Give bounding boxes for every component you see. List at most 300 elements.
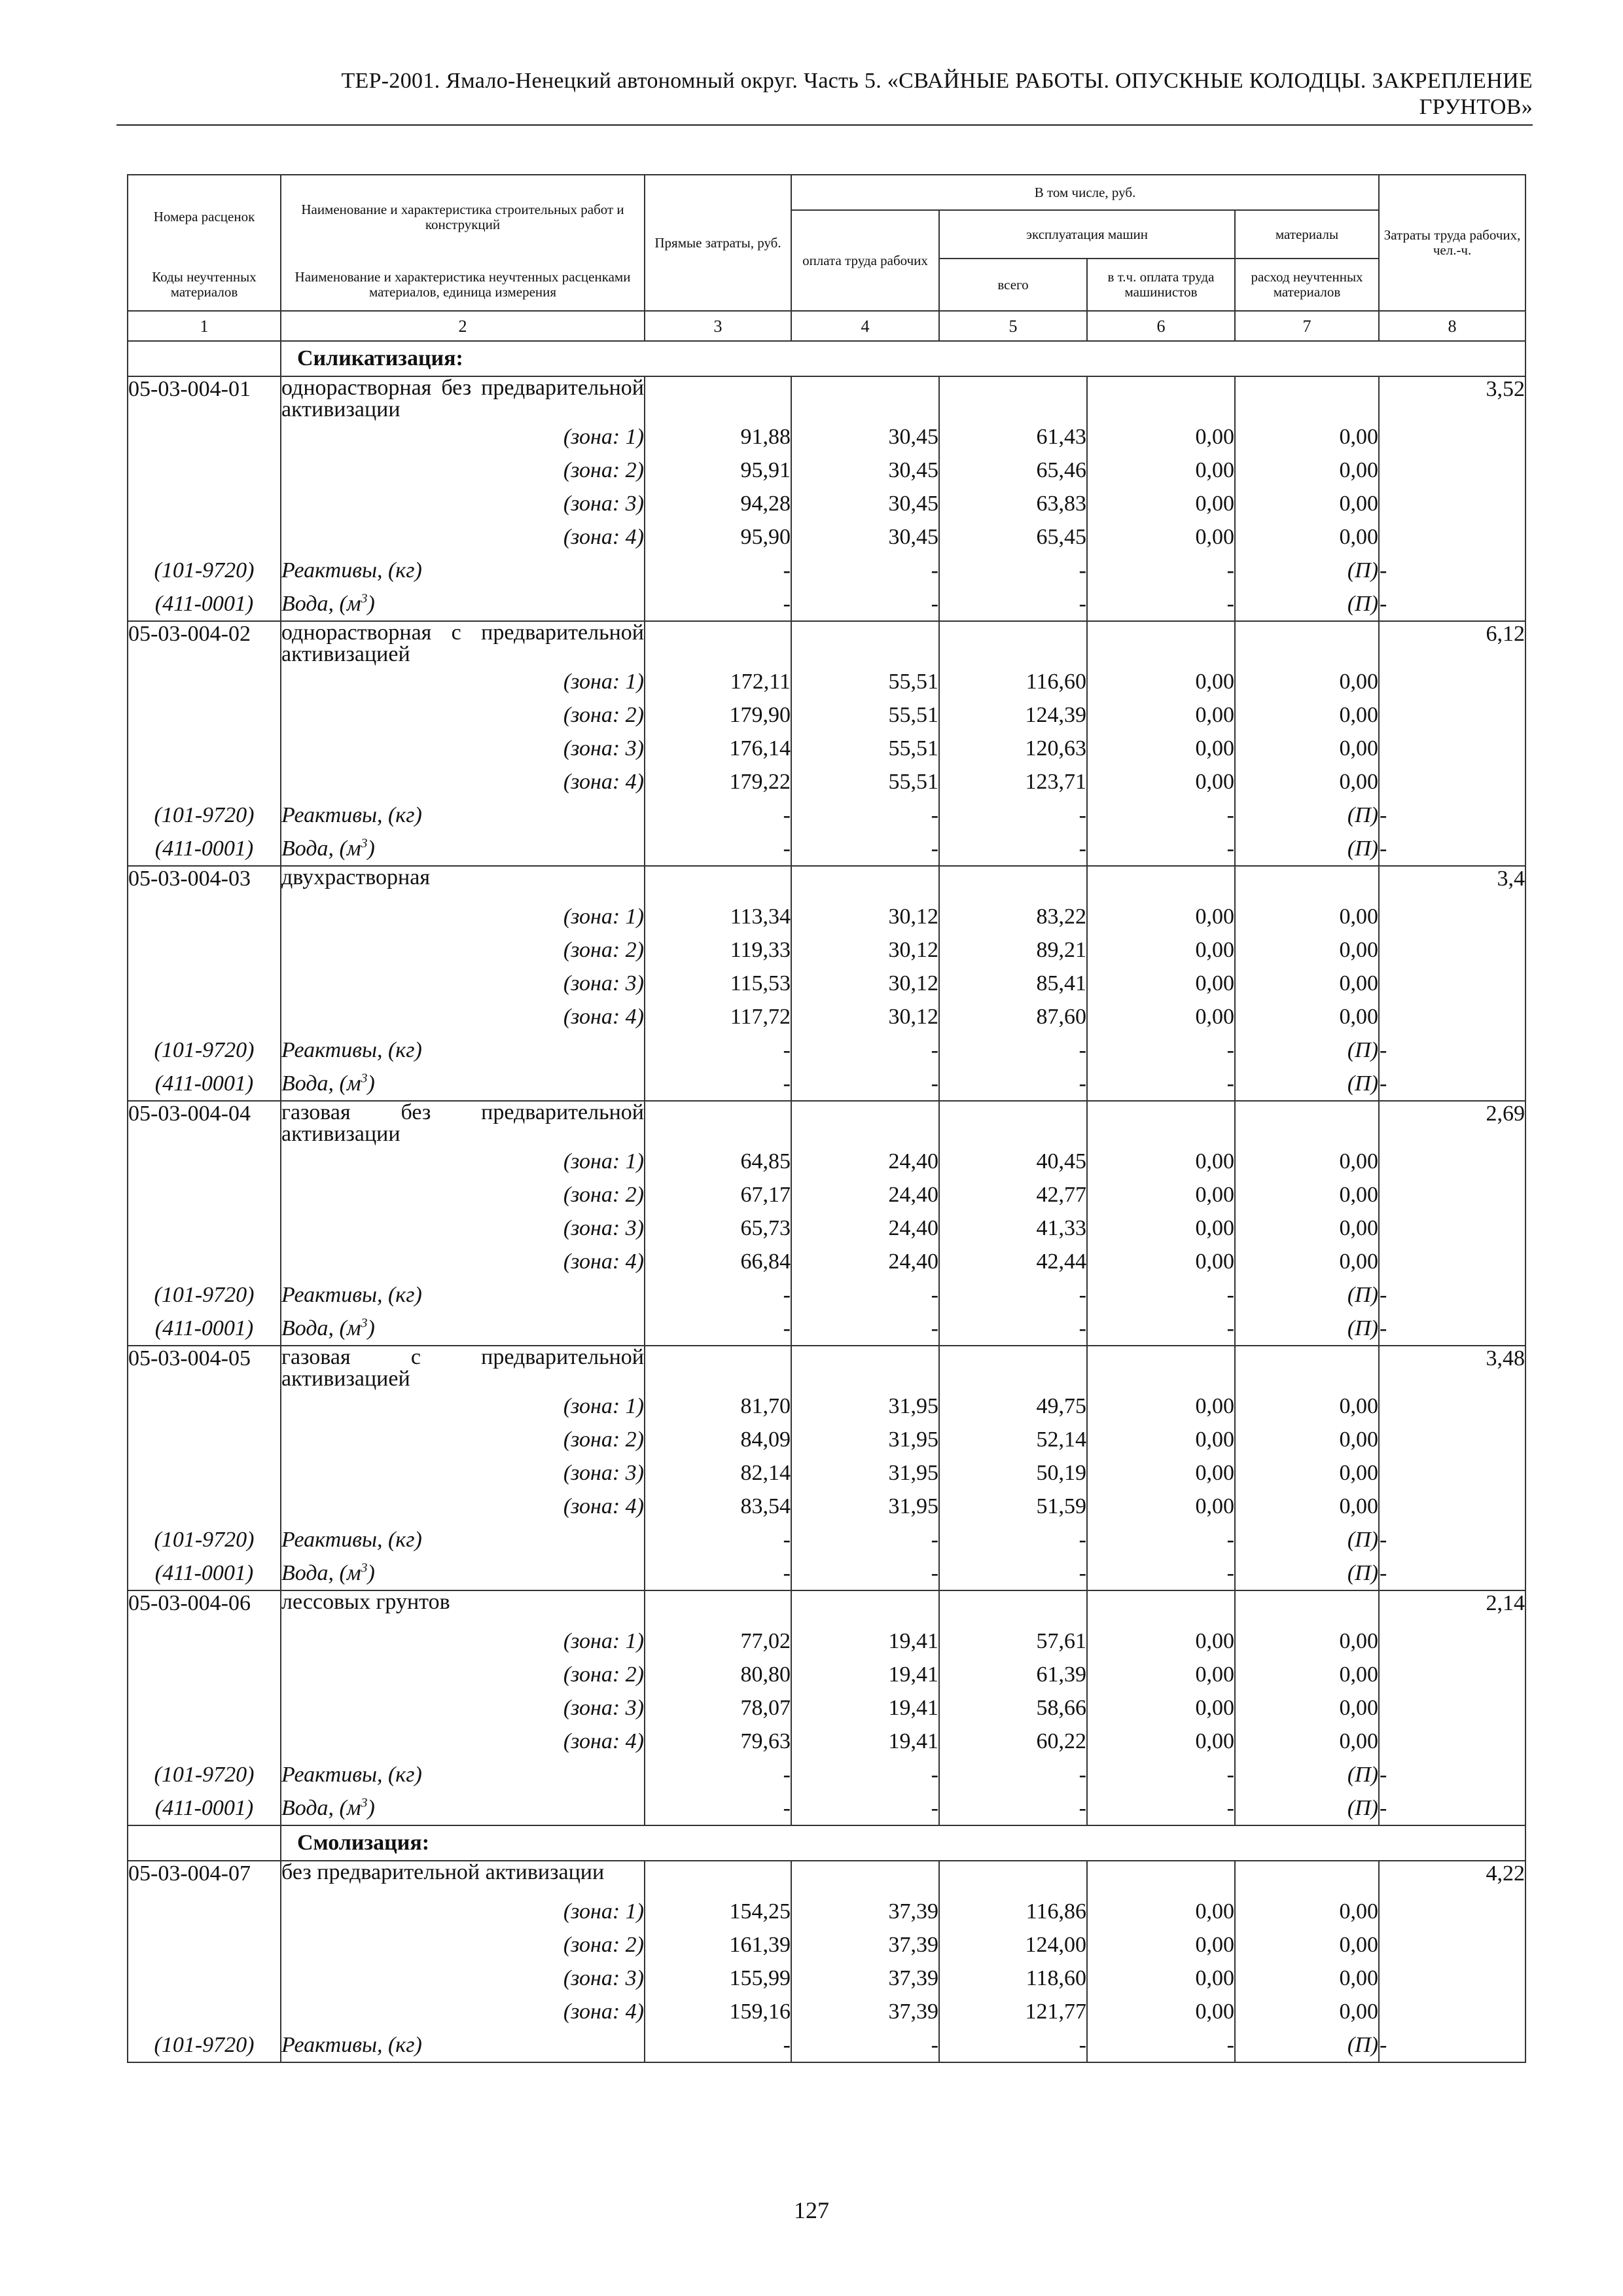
empty-cell bbox=[1379, 665, 1525, 698]
column-number: 7 bbox=[1235, 311, 1379, 341]
header-uncounted-names: Наименование и характеристика неучтенных расценками материалов, единица измерения bbox=[281, 259, 645, 311]
dash-cell: - bbox=[939, 1523, 1087, 1556]
worker-pay: 30,45 bbox=[791, 454, 939, 487]
resource-name-text: Вода, (м bbox=[281, 1316, 361, 1340]
machine-cost: 58,66 bbox=[939, 1691, 1087, 1725]
empty-cell bbox=[791, 1101, 939, 1145]
empty-cell bbox=[1379, 1178, 1525, 1211]
labor-cost: 4,22 bbox=[1379, 1861, 1525, 1895]
zone-label: (зона: 3) bbox=[281, 1962, 645, 1995]
dash-cell: - bbox=[645, 587, 791, 621]
direct-cost: 82,14 bbox=[645, 1456, 791, 1490]
machine-cost: 65,45 bbox=[939, 520, 1087, 554]
dash-cell: - bbox=[1379, 1033, 1525, 1067]
resource-code: (101-9720) bbox=[128, 1523, 281, 1556]
section-row bbox=[128, 341, 1525, 376]
header-uncounted-codes: Коды неучтенных материалов bbox=[128, 259, 281, 311]
empty-cell bbox=[1379, 1691, 1525, 1725]
empty-cell bbox=[1087, 1590, 1235, 1624]
dash-cell: - bbox=[791, 1758, 939, 1791]
machinist-pay: 0,00 bbox=[1087, 454, 1235, 487]
zone-row bbox=[128, 1211, 1525, 1245]
header-labor-costs: Затраты труда рабочих, чел.-ч. bbox=[1379, 175, 1525, 311]
material-cost: 0,00 bbox=[1235, 1691, 1379, 1725]
worker-pay: 55,51 bbox=[791, 698, 939, 732]
rate-row bbox=[128, 621, 1525, 665]
rate-name: двухрастворная bbox=[281, 866, 645, 900]
resource-name-text: Реактивы, (кг) bbox=[281, 1282, 422, 1307]
machinist-pay: 0,00 bbox=[1087, 1178, 1235, 1211]
zone-row bbox=[128, 1000, 1525, 1033]
resource-name bbox=[281, 832, 645, 866]
worker-pay: 31,95 bbox=[791, 1490, 939, 1523]
empty-cell bbox=[128, 967, 281, 1000]
zone-row bbox=[128, 520, 1525, 554]
zone-label: (зона: 4) bbox=[281, 1000, 645, 1033]
machine-cost: 42,44 bbox=[939, 1245, 1087, 1278]
direct-cost: 161,39 bbox=[645, 1928, 791, 1962]
dash-cell: - bbox=[1379, 2028, 1525, 2062]
resource-unit-superscript: 3 bbox=[361, 591, 368, 606]
resource-row bbox=[128, 798, 1525, 832]
worker-pay: 30,12 bbox=[791, 900, 939, 933]
dash-cell: - bbox=[1379, 1067, 1525, 1101]
empty-cell bbox=[1235, 1590, 1379, 1624]
resource-row bbox=[128, 554, 1525, 587]
direct-cost: 179,90 bbox=[645, 698, 791, 732]
dash-cell: - bbox=[1087, 1523, 1235, 1556]
column-number: 6 bbox=[1087, 311, 1235, 341]
worker-pay: 37,39 bbox=[791, 1928, 939, 1962]
dash-cell: - bbox=[791, 2028, 939, 2062]
resource-code: (411-0001) bbox=[128, 1791, 281, 1825]
labor-cost: 6,12 bbox=[1379, 621, 1525, 665]
header-direct-costs: Прямые затраты, руб. bbox=[645, 175, 791, 311]
empty-cell bbox=[128, 1995, 281, 2028]
dash-cell: - bbox=[939, 1312, 1087, 1346]
rate-name: газовая без предварительной активизации bbox=[281, 1100, 644, 1146]
empty-cell bbox=[1379, 1490, 1525, 1523]
resource-row bbox=[128, 1312, 1525, 1346]
material-mark: (П) bbox=[1235, 1556, 1379, 1590]
direct-cost: 77,02 bbox=[645, 1624, 791, 1658]
zone-row bbox=[128, 1895, 1525, 1928]
resource-name-text: Реактивы, (кг) bbox=[281, 558, 422, 583]
machinist-pay: 0,00 bbox=[1087, 900, 1235, 933]
resource-unit-superscript: 3 bbox=[361, 836, 368, 851]
resource-row bbox=[128, 1791, 1525, 1825]
empty-cell bbox=[128, 1624, 281, 1658]
machinist-pay: 0,00 bbox=[1087, 1490, 1235, 1523]
zone-label: (зона: 2) bbox=[281, 933, 645, 967]
zone-label: (зона: 4) bbox=[281, 1725, 645, 1758]
zone-label: (зона: 4) bbox=[281, 765, 645, 798]
material-cost: 0,00 bbox=[1235, 1390, 1379, 1423]
empty-cell bbox=[128, 1456, 281, 1490]
zone-label: (зона: 3) bbox=[281, 487, 645, 520]
resource-name-text: Реактивы, (кг) bbox=[281, 2032, 422, 2057]
resource-row bbox=[128, 1556, 1525, 1590]
zone-label: (зона: 4) bbox=[281, 1490, 645, 1523]
resource-unit-close: ) bbox=[367, 1795, 375, 1820]
worker-pay: 30,12 bbox=[791, 1000, 939, 1033]
empty-cell bbox=[128, 1658, 281, 1691]
worker-pay: 19,41 bbox=[791, 1691, 939, 1725]
material-mark: (П) bbox=[1235, 1278, 1379, 1312]
header-rule bbox=[116, 124, 1533, 126]
empty-cell bbox=[128, 1490, 281, 1523]
resource-row bbox=[128, 2028, 1525, 2062]
empty-cell bbox=[1379, 967, 1525, 1000]
zone-row bbox=[128, 420, 1525, 454]
machinist-pay: 0,00 bbox=[1087, 1211, 1235, 1245]
machinist-pay: 0,00 bbox=[1087, 933, 1235, 967]
zone-row bbox=[128, 454, 1525, 487]
resource-code: (101-9720) bbox=[128, 1033, 281, 1067]
dash-cell: - bbox=[939, 1791, 1087, 1825]
empty-cell bbox=[645, 1590, 791, 1624]
worker-pay: 24,40 bbox=[791, 1145, 939, 1178]
material-mark: (П) bbox=[1235, 1312, 1379, 1346]
empty-cell bbox=[1379, 732, 1525, 765]
empty-cell bbox=[1235, 1101, 1379, 1145]
table-header bbox=[128, 175, 1525, 341]
machinist-pay: 0,00 bbox=[1087, 1390, 1235, 1423]
worker-pay: 19,41 bbox=[791, 1658, 939, 1691]
resource-code: (101-9720) bbox=[128, 554, 281, 587]
resource-unit-close: ) bbox=[367, 591, 375, 616]
material-cost: 0,00 bbox=[1235, 454, 1379, 487]
resource-row bbox=[128, 1067, 1525, 1101]
machine-cost: 123,71 bbox=[939, 765, 1087, 798]
worker-pay: 31,95 bbox=[791, 1423, 939, 1456]
labor-cost: 2,14 bbox=[1379, 1590, 1525, 1624]
zone-row bbox=[128, 698, 1525, 732]
zone-label: (зона: 3) bbox=[281, 732, 645, 765]
empty-cell bbox=[128, 1962, 281, 1995]
machine-cost: 116,60 bbox=[939, 665, 1087, 698]
machine-cost: 83,22 bbox=[939, 900, 1087, 933]
rate-name: газовая с предварительной активизацией bbox=[281, 1345, 644, 1391]
empty-cell bbox=[645, 1101, 791, 1145]
dash-cell: - bbox=[1087, 587, 1235, 621]
header-worker-pay: оплата труда рабочих bbox=[791, 210, 939, 311]
empty-cell bbox=[128, 1000, 281, 1033]
material-cost: 0,00 bbox=[1235, 1000, 1379, 1033]
zone-label: (зона: 3) bbox=[281, 1211, 645, 1245]
direct-cost: 176,14 bbox=[645, 732, 791, 765]
dash-cell: - bbox=[1087, 1278, 1235, 1312]
dash-cell: - bbox=[1087, 554, 1235, 587]
machinist-pay: 0,00 bbox=[1087, 1658, 1235, 1691]
resource-code: (411-0001) bbox=[128, 832, 281, 866]
empty-cell bbox=[1379, 1423, 1525, 1456]
section-spacer-cell bbox=[128, 1825, 281, 1861]
machinist-pay: 0,00 bbox=[1087, 420, 1235, 454]
empty-cell bbox=[1087, 866, 1235, 900]
empty-cell bbox=[1087, 1346, 1235, 1390]
resource-unit-superscript: 3 bbox=[361, 1071, 368, 1086]
resource-unit-superscript: 3 bbox=[361, 1316, 368, 1331]
zone-row bbox=[128, 1658, 1525, 1691]
empty-cell bbox=[1379, 1145, 1525, 1178]
empty-cell bbox=[1235, 621, 1379, 665]
empty-cell bbox=[1379, 1725, 1525, 1758]
resource-name bbox=[281, 1523, 645, 1556]
resource-unit-close: ) bbox=[367, 1316, 375, 1340]
machine-cost: 61,39 bbox=[939, 1658, 1087, 1691]
empty-cell bbox=[1087, 621, 1235, 665]
resource-name bbox=[281, 554, 645, 587]
zone-row bbox=[128, 1995, 1525, 2028]
dash-cell: - bbox=[1087, 1791, 1235, 1825]
material-cost: 0,00 bbox=[1235, 900, 1379, 933]
direct-cost: 179,22 bbox=[645, 765, 791, 798]
dash-cell: - bbox=[791, 1067, 939, 1101]
column-numbers-row bbox=[128, 311, 1525, 341]
direct-cost: 155,99 bbox=[645, 1962, 791, 1995]
empty-cell bbox=[791, 1590, 939, 1624]
resource-unit-close: ) bbox=[367, 1560, 375, 1585]
resource-unit-superscript: 3 bbox=[361, 1795, 368, 1810]
rate-row bbox=[128, 1590, 1525, 1624]
resource-unit-close: ) bbox=[367, 836, 375, 861]
dash-cell: - bbox=[939, 1278, 1087, 1312]
labor-cost: 3,4 bbox=[1379, 866, 1525, 900]
resource-name-text: Вода, (м bbox=[281, 1795, 361, 1820]
empty-cell bbox=[1087, 1861, 1235, 1895]
machine-cost: 121,77 bbox=[939, 1995, 1087, 2028]
material-cost: 0,00 bbox=[1235, 765, 1379, 798]
zone-row bbox=[128, 933, 1525, 967]
material-mark: (П) bbox=[1235, 1758, 1379, 1791]
dash-cell: - bbox=[645, 554, 791, 587]
zone-label: (зона: 3) bbox=[281, 967, 645, 1000]
empty-cell bbox=[1235, 1861, 1379, 1895]
direct-cost: 115,53 bbox=[645, 967, 791, 1000]
dash-cell: - bbox=[1379, 1791, 1525, 1825]
direct-cost: 94,28 bbox=[645, 487, 791, 520]
zone-label: (зона: 4) bbox=[281, 520, 645, 554]
machinist-pay: 0,00 bbox=[1087, 967, 1235, 1000]
zone-label: (зона: 1) bbox=[281, 1895, 645, 1928]
empty-cell bbox=[128, 1390, 281, 1423]
empty-cell bbox=[1379, 1928, 1525, 1962]
dash-cell: - bbox=[645, 1067, 791, 1101]
dash-cell: - bbox=[939, 554, 1087, 587]
direct-cost: 172,11 bbox=[645, 665, 791, 698]
empty-cell bbox=[128, 1423, 281, 1456]
empty-cell bbox=[1379, 765, 1525, 798]
machinist-pay: 0,00 bbox=[1087, 1928, 1235, 1962]
labor-cost: 3,48 bbox=[1379, 1346, 1525, 1390]
material-cost: 0,00 bbox=[1235, 1423, 1379, 1456]
zone-label: (зона: 4) bbox=[281, 1995, 645, 2028]
material-cost: 0,00 bbox=[1235, 1895, 1379, 1928]
dash-cell: - bbox=[1379, 1556, 1525, 1590]
dash-cell: - bbox=[1379, 1312, 1525, 1346]
running-header-line-1: ТЕР-2001. Ямало-Ненецкий автономный округ. Часть 5. «СВАЙНЫЕ РАБОТЫ. ОПУСКНЫЕ КОЛОДЦЫ. ЗАКРЕПЛЕНИЕ bbox=[341, 69, 1533, 93]
header-materials: материалы bbox=[1235, 210, 1379, 259]
material-cost: 0,00 bbox=[1235, 1962, 1379, 1995]
empty-cell bbox=[1235, 376, 1379, 420]
zone-row bbox=[128, 1725, 1525, 1758]
dash-cell: - bbox=[645, 1312, 791, 1346]
rate-row bbox=[128, 1861, 1525, 1895]
labor-cost: 3,52 bbox=[1379, 376, 1525, 420]
resource-row bbox=[128, 832, 1525, 866]
rate-code: 05-03-004-07 bbox=[128, 1861, 281, 1895]
dash-cell: - bbox=[791, 587, 939, 621]
worker-pay: 30,45 bbox=[791, 487, 939, 520]
material-cost: 0,00 bbox=[1235, 665, 1379, 698]
resource-name bbox=[281, 1791, 645, 1825]
machinist-pay: 0,00 bbox=[1087, 1245, 1235, 1278]
machine-cost: 49,75 bbox=[939, 1390, 1087, 1423]
running-header-line-2: ГРУНТОВ» bbox=[1419, 95, 1533, 119]
dash-cell: - bbox=[1379, 1523, 1525, 1556]
zone-row bbox=[128, 665, 1525, 698]
empty-cell bbox=[1379, 1624, 1525, 1658]
machine-cost: 124,00 bbox=[939, 1928, 1087, 1962]
resource-name-text: Реактивы, (кг) bbox=[281, 1762, 422, 1787]
material-cost: 0,00 bbox=[1235, 1624, 1379, 1658]
empty-cell bbox=[128, 454, 281, 487]
machinist-pay: 0,00 bbox=[1087, 1456, 1235, 1490]
dash-cell: - bbox=[1087, 2028, 1235, 2062]
column-number: 2 bbox=[281, 311, 645, 341]
dash-cell: - bbox=[1087, 1556, 1235, 1590]
header-machines-total: всего bbox=[939, 259, 1087, 311]
empty-cell bbox=[939, 1101, 1087, 1145]
column-number: 3 bbox=[645, 311, 791, 341]
resource-name bbox=[281, 1278, 645, 1312]
empty-cell bbox=[128, 520, 281, 554]
dash-cell: - bbox=[645, 2028, 791, 2062]
dash-cell: - bbox=[645, 1278, 791, 1312]
empty-cell bbox=[1379, 520, 1525, 554]
zone-row bbox=[128, 1178, 1525, 1211]
column-number: 8 bbox=[1379, 311, 1525, 341]
zone-label: (зона: 3) bbox=[281, 1456, 645, 1490]
resource-name-text: Вода, (м bbox=[281, 1560, 361, 1585]
zone-label: (зона: 2) bbox=[281, 1928, 645, 1962]
material-mark: (П) bbox=[1235, 2028, 1379, 2062]
dash-cell: - bbox=[791, 832, 939, 866]
resource-unit-superscript: 3 bbox=[361, 1560, 368, 1575]
dash-cell: - bbox=[939, 832, 1087, 866]
resource-name bbox=[281, 1033, 645, 1067]
empty-cell bbox=[128, 487, 281, 520]
zone-row bbox=[128, 1145, 1525, 1178]
section-title: Смолизация: bbox=[281, 1825, 1525, 1861]
direct-cost: 117,72 bbox=[645, 1000, 791, 1033]
machine-cost: 89,21 bbox=[939, 933, 1087, 967]
dash-cell: - bbox=[1379, 1758, 1525, 1791]
empty-cell bbox=[128, 1178, 281, 1211]
zone-row bbox=[128, 1928, 1525, 1962]
material-mark: (П) bbox=[1235, 1067, 1379, 1101]
zone-row bbox=[128, 1390, 1525, 1423]
material-mark: (П) bbox=[1235, 1523, 1379, 1556]
material-cost: 0,00 bbox=[1235, 1928, 1379, 1962]
dash-cell: - bbox=[791, 798, 939, 832]
empty-cell bbox=[128, 1245, 281, 1278]
machinist-pay: 0,00 bbox=[1087, 1145, 1235, 1178]
empty-cell bbox=[128, 933, 281, 967]
dash-cell: - bbox=[645, 1758, 791, 1791]
machinist-pay: 0,00 bbox=[1087, 1995, 1235, 2028]
empty-cell bbox=[645, 1861, 791, 1895]
resource-code: (411-0001) bbox=[128, 1067, 281, 1101]
machinist-pay: 0,00 bbox=[1087, 765, 1235, 798]
header-machinist-pay: в т.ч. оплата труда машинистов bbox=[1087, 259, 1235, 311]
machine-cost: 50,19 bbox=[939, 1456, 1087, 1490]
empty-cell bbox=[1379, 1456, 1525, 1490]
resource-name bbox=[281, 1556, 645, 1590]
machinist-pay: 0,00 bbox=[1087, 1691, 1235, 1725]
worker-pay: 19,41 bbox=[791, 1725, 939, 1758]
resource-name-text: Вода, (м bbox=[281, 1071, 361, 1096]
resource-name bbox=[281, 1312, 645, 1346]
dash-cell: - bbox=[1379, 554, 1525, 587]
empty-cell bbox=[128, 900, 281, 933]
zone-label: (зона: 4) bbox=[281, 1245, 645, 1278]
dash-cell: - bbox=[645, 1556, 791, 1590]
header-work-name: Наименование и характеристика строительных работ и конструкций bbox=[281, 175, 645, 259]
zone-label: (зона: 1) bbox=[281, 1390, 645, 1423]
direct-cost: 66,84 bbox=[645, 1245, 791, 1278]
zone-row bbox=[128, 1624, 1525, 1658]
resource-name-text: Вода, (м bbox=[281, 591, 361, 616]
labor-cost: 2,69 bbox=[1379, 1101, 1525, 1145]
empty-cell bbox=[791, 866, 939, 900]
material-cost: 0,00 bbox=[1235, 1658, 1379, 1691]
machine-cost: 118,60 bbox=[939, 1962, 1087, 1995]
rate-row bbox=[128, 376, 1525, 420]
material-cost: 0,00 bbox=[1235, 1178, 1379, 1211]
material-cost: 0,00 bbox=[1235, 1490, 1379, 1523]
material-cost: 0,00 bbox=[1235, 420, 1379, 454]
resource-code: (101-9720) bbox=[128, 1278, 281, 1312]
zone-row bbox=[128, 1962, 1525, 1995]
material-cost: 0,00 bbox=[1235, 732, 1379, 765]
empty-cell bbox=[128, 1895, 281, 1928]
zone-label: (зона: 1) bbox=[281, 1145, 645, 1178]
material-mark: (П) bbox=[1235, 1791, 1379, 1825]
empty-cell bbox=[1379, 1390, 1525, 1423]
machinist-pay: 0,00 bbox=[1087, 698, 1235, 732]
material-cost: 0,00 bbox=[1235, 1725, 1379, 1758]
rate-code: 05-03-004-06 bbox=[128, 1590, 281, 1624]
material-mark: (П) bbox=[1235, 1033, 1379, 1067]
dash-cell: - bbox=[645, 798, 791, 832]
rate-row bbox=[128, 866, 1525, 900]
worker-pay: 24,40 bbox=[791, 1211, 939, 1245]
material-mark: (П) bbox=[1235, 554, 1379, 587]
dash-cell: - bbox=[791, 1312, 939, 1346]
table-body bbox=[128, 341, 1525, 2062]
empty-cell bbox=[1379, 1995, 1525, 2028]
empty-cell bbox=[791, 1861, 939, 1895]
dash-cell: - bbox=[1087, 1758, 1235, 1791]
zone-row bbox=[128, 487, 1525, 520]
section-title: Силикатизация: bbox=[281, 341, 1525, 376]
zone-row bbox=[128, 1423, 1525, 1456]
empty-cell bbox=[1379, 1962, 1525, 1995]
empty-cell bbox=[1379, 1211, 1525, 1245]
machine-cost: 65,46 bbox=[939, 454, 1087, 487]
